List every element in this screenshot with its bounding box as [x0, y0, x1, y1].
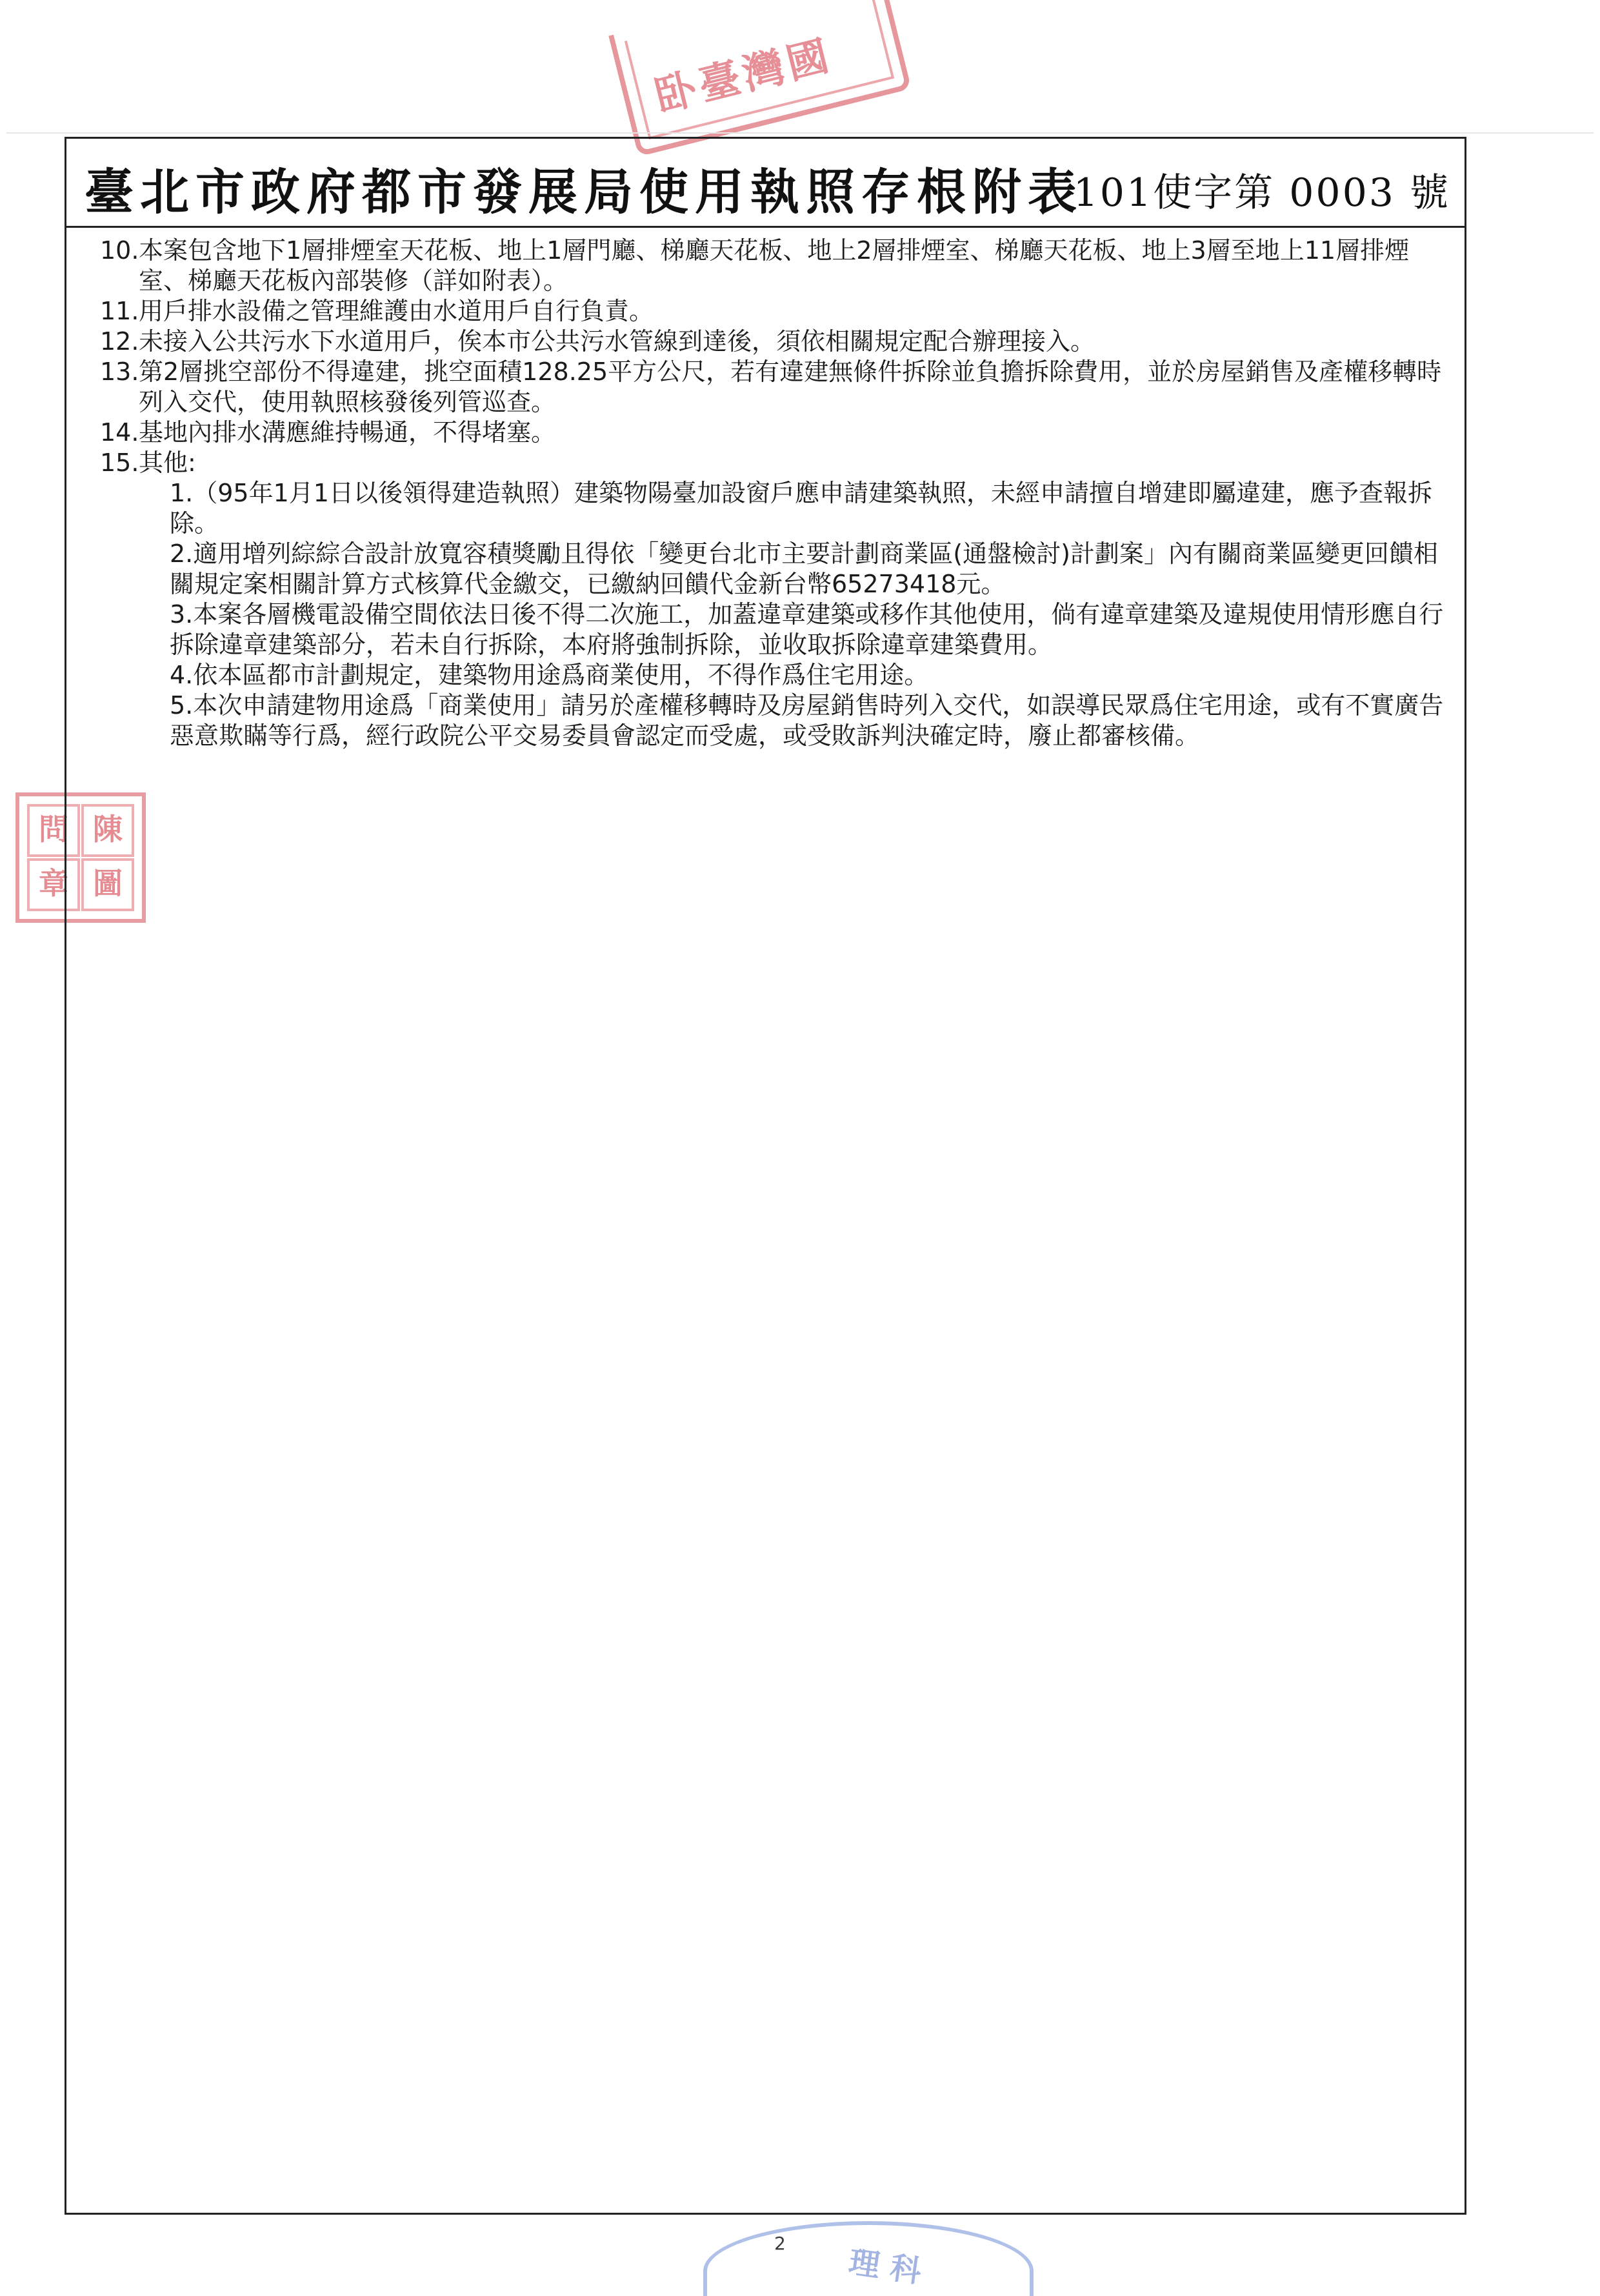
clause-number: 11.	[100, 297, 139, 325]
clause-number: 10.	[100, 236, 139, 265]
permit-number: 101使字第 0003 號	[1073, 170, 1450, 216]
clause-11	[100, 296, 1458, 327]
page-number: 2	[774, 2233, 786, 2254]
permit-appendix-sheet	[65, 137, 1466, 2215]
clause-14	[100, 418, 1458, 448]
title-row	[66, 139, 1465, 228]
bottom-seal-text: 理 科	[846, 2244, 924, 2290]
clause-15	[100, 448, 1458, 478]
subclause-5: 5.本次申請建物用途爲「商業使用」請另於產權移轉時及房屋銷售時列入交代，如誤導民眾爲住宅用途，或有不實廣告惡意欺瞞等行爲，經行政院公平交易委員會認定而受處，或受敗訴判決確定時，廢止都審核備。	[170, 691, 1444, 750]
clause-text: 其他:	[139, 448, 196, 477]
clause-text: 未接入公共污水下水道用戶，俟本市公共污水管線到達後，須依相關規定配合辦理接入。	[139, 327, 1095, 356]
left-seal-char: 問	[27, 804, 80, 857]
subclause-4: 4.依本區都市計劃規定，建築物用途爲商業使用，不得作爲住宅用途。	[170, 661, 929, 689]
clause-text: 第2層挑空部份不得違建，挑空面積128.25平方公尺，若有違建無條件拆除並負擔拆除費用，並於房屋銷售及產權移轉時列入交代，使用執照核發後列管巡查。	[139, 357, 1442, 416]
top-seal-text: 卧臺灣國	[650, 31, 837, 122]
scan-edge-line	[6, 132, 1594, 134]
clause-10	[100, 236, 1458, 296]
clause-number: 12.	[100, 327, 139, 356]
bottom-blue-seal-stamp	[703, 2221, 1034, 2296]
subclause-1: 1.（95年1月1日以後領得建造執照）建築物陽臺加設窗戶應申請建築執照，未經申請擅自增建即屬違建，應予查報拆除。	[170, 479, 1432, 538]
clause-number: 14.	[100, 418, 139, 447]
other-conditions-list	[100, 478, 1458, 751]
clause-text: 用戶排水設備之管理維護由水道用戶自行負責。	[139, 297, 654, 325]
document-title: 臺北市政府都市發展局使用執照存根附表	[85, 163, 1083, 221]
left-seal-char: 圖	[81, 858, 134, 911]
clause-number: 13.	[100, 357, 139, 386]
clause-13	[100, 357, 1458, 418]
clause-12	[100, 327, 1458, 357]
clause-number: 15.	[100, 448, 139, 477]
subclause-3: 3.本案各層機電設備空間依法日後不得二次施工，加蓋違章建築或移作其他使用，倘有違章建築及違規使用情形應自行拆除違章建築部分，若未自行拆除，本府將強制拆除，並收取拆除違章建築費用。	[170, 600, 1444, 659]
clause-text: 基地內排水溝應維持暢通，不得堵塞。	[139, 418, 556, 447]
clause-text: 本案包含地下1層排煙室天花板、地上1層門廳、梯廳天花板、地上2層排煙室、梯廳天花板、地上3層至地上11層排煙室、梯廳天花板內部裝修（詳如附表）。	[139, 236, 1410, 295]
conditions-list	[100, 236, 1458, 751]
left-seal-char: 章	[27, 858, 80, 911]
left-seal-char: 陳	[81, 804, 134, 857]
subclause-2: 2.適用增列綜綜合設計放寬容積獎勵且得依「變更台北市主要計劃商業區(通盤檢討)計劃案」內有關商業區變更回饋相關規定案相關計算方式核算代金繳交，已繳納回饋代金新台幣65273418元。	[170, 539, 1438, 598]
